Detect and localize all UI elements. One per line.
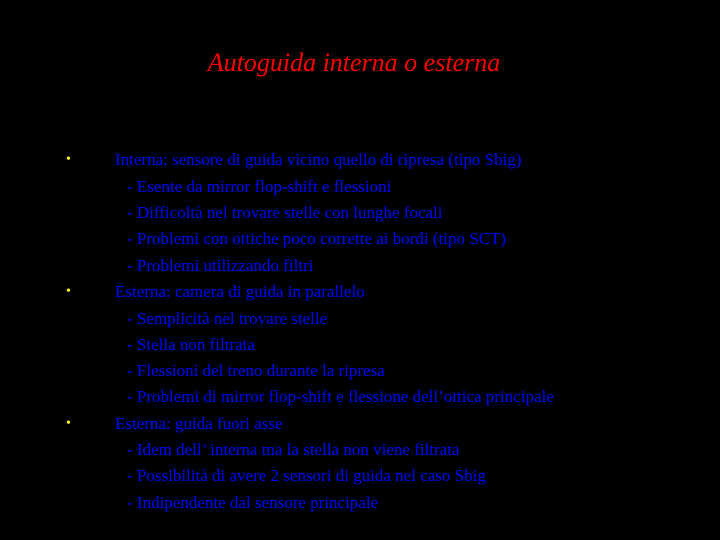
bullet-heading: Esterna: camera di guida in parallelo [115,282,365,301]
sub-item [0,306,720,332]
sub-item-text: - Problemi con ottiche poco corrette ai bordi (tipo SCT) [127,229,507,248]
sub-item [0,384,720,410]
sub-item [0,253,720,279]
slide-title: Autoguida interna o esterna [207,48,501,77]
sub-item-text: - Semplicità nel trovare stelle [127,309,328,328]
sub-item [0,332,720,358]
sub-item-text: - Flessioni del treno durante la ripresa [127,361,385,380]
sub-item-text: - Problemi di mirror flop-shift e flessione dell’ottica principale [127,387,554,406]
sub-item [0,358,720,384]
bullet-icon: • [66,416,71,431]
sub-item [0,174,720,200]
sub-item [0,226,720,252]
sub-item-text: - Possibilità di avere 2 sensori di guida nel caso Sbig [127,466,486,485]
sub-item-text: - Esente da mirror flop-shift e flessioni [127,177,392,196]
sub-item [0,490,720,516]
bullet-icon: • [66,284,71,299]
sub-item-text: - Problemi utilizzando filtri [127,256,314,275]
sub-item [0,200,720,226]
bullet-heading: Interna: sensore di guida vicino quello di ripresa (tipo Sbig) [115,150,522,169]
sub-item-text: - Idem dell’ interna ma la stella non viene filtrata [127,440,460,459]
bullet-heading: Esterna: guida fuori asse [115,414,283,433]
sub-item [0,437,720,463]
bullet-icon: • [66,152,71,167]
bullet-item-esterna-parallelo [0,279,720,305]
sub-item [0,463,720,489]
bullet-item-esterna-fuori-asse [0,411,720,437]
sub-item-text: - Difficoltà nel trovare stelle con lunghe focali [127,203,443,222]
sub-item-text: - Stella non filtrata [127,335,255,354]
bullet-item-interna [0,147,720,173]
sub-item-text: - Indipendente dal sensore principale [127,493,379,512]
